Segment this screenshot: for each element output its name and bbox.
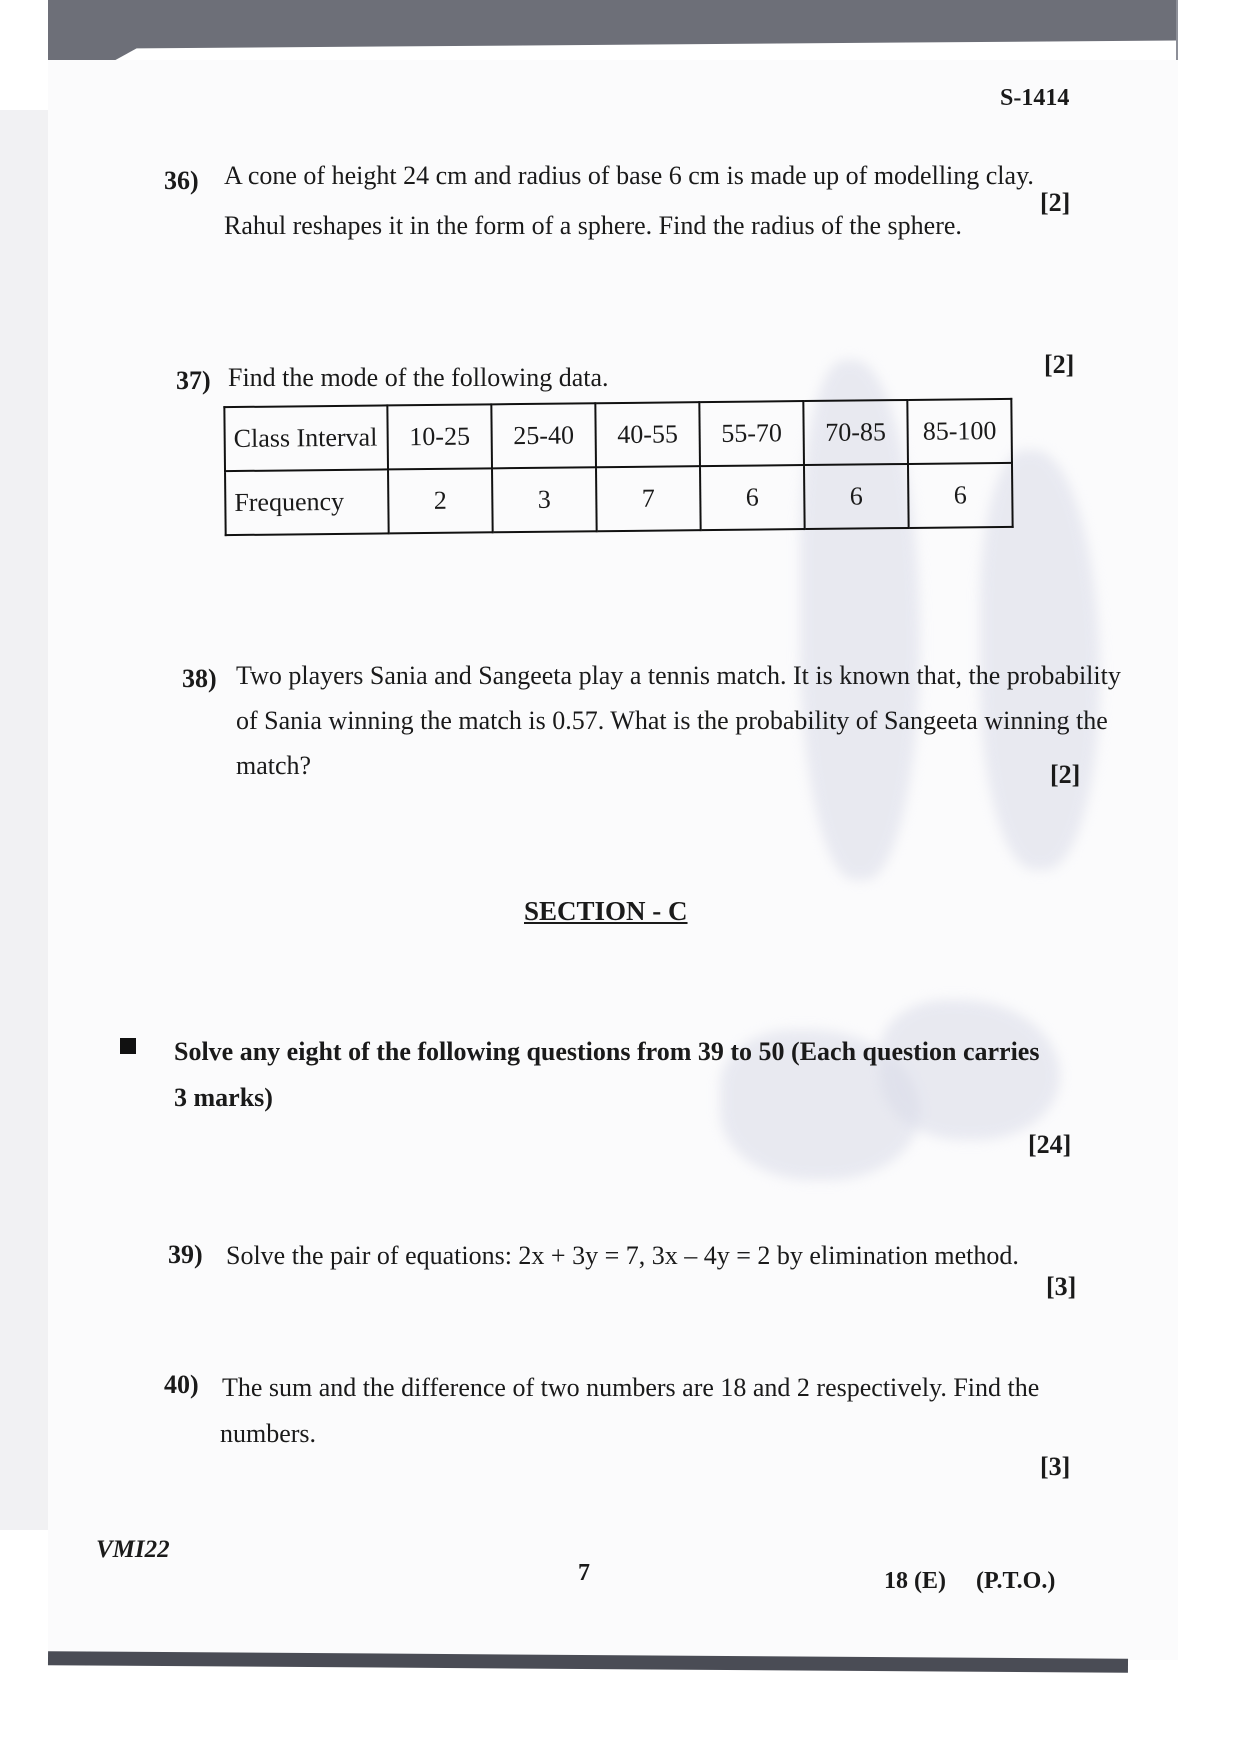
table-row-label: Class Interval xyxy=(224,405,388,471)
question-text-line: Solve the pair of equations: 2x + 3y = 7, 3x – 4y = 2 by elimination method. xyxy=(226,1241,1019,1270)
section-marks: [24] xyxy=(1028,1130,1072,1159)
question-text-line: of Sania winning the match is 0.57. What is the probability of Sangeeta winning the xyxy=(236,706,1108,735)
question-marks: [2] xyxy=(1044,350,1075,379)
bullet-square-icon xyxy=(120,1038,136,1054)
table-cell: 6 xyxy=(700,465,805,530)
table-cell: 6 xyxy=(908,463,1013,528)
question-number: 37) xyxy=(176,366,211,395)
table-cell: 2 xyxy=(388,468,493,533)
question-text-line: match? xyxy=(236,751,312,780)
pto-label: (P.T.O.) xyxy=(976,1568,1056,1594)
question-text-line: A cone of height 24 cm and radius of base 6 cm is made up of modelling clay. xyxy=(224,161,1034,190)
question-36 xyxy=(164,166,199,196)
table-cell: 6 xyxy=(804,464,909,529)
question-text-line: Find the mode of the following data. xyxy=(228,363,609,392)
table-cell: 25-40 xyxy=(491,403,596,468)
question-number: 40) xyxy=(164,1370,199,1399)
question-marks: [2] xyxy=(1040,188,1071,217)
set-code: 18 (E) xyxy=(884,1568,946,1594)
table-cell: 7 xyxy=(596,466,701,531)
paper-code: S-1414 xyxy=(1000,85,1070,111)
question-number: 39) xyxy=(168,1240,203,1269)
question-number: 36) xyxy=(164,166,199,195)
question-38 xyxy=(182,664,217,694)
question-marks: [3] xyxy=(1046,1272,1077,1301)
frequency-table xyxy=(223,398,1013,536)
question-marks: [3] xyxy=(1040,1452,1071,1481)
table-cell: 55-70 xyxy=(699,401,804,466)
question-37 xyxy=(176,366,211,396)
page-footer-right xyxy=(884,1568,1055,1595)
question-40 xyxy=(164,1370,199,1400)
paper-fold-left xyxy=(0,110,48,1530)
table-cell: 3 xyxy=(492,467,597,532)
table-cell: 85-100 xyxy=(907,399,1012,464)
table-cell: 10-25 xyxy=(387,404,492,469)
question-marks: [2] xyxy=(1050,760,1081,789)
section-instruction-line: 3 marks) xyxy=(174,1083,273,1112)
question-text-line: numbers. xyxy=(220,1419,317,1448)
scanner-margin-right xyxy=(1178,0,1242,1755)
table-cell: 70-85 xyxy=(803,400,908,465)
section-instruction-line: Solve any eight of the following questions from 39 to 50 (Each question carries xyxy=(174,1037,1040,1066)
page-number: 7 xyxy=(578,1560,590,1586)
question-text-line: The sum and the difference of two numbers are 18 and 2 respectively. Find the xyxy=(222,1373,1040,1402)
question-text-line: Rahul reshapes it in the form of a sphere. Find the radius of the sphere. xyxy=(224,211,962,240)
question-39 xyxy=(168,1240,203,1270)
table-row-label: Frequency xyxy=(225,469,389,535)
table-row xyxy=(225,463,1013,535)
question-number: 38) xyxy=(182,664,217,693)
section-title: SECTION - C xyxy=(524,896,688,926)
footer-code: VMI22 xyxy=(96,1536,170,1563)
question-text-line: Two players Sania and Sangeeta play a tennis match. It is known that, the probability xyxy=(236,661,1121,690)
paper-sheet xyxy=(48,60,1178,1660)
table-row xyxy=(224,399,1012,471)
table-cell: 40-55 xyxy=(595,402,700,467)
